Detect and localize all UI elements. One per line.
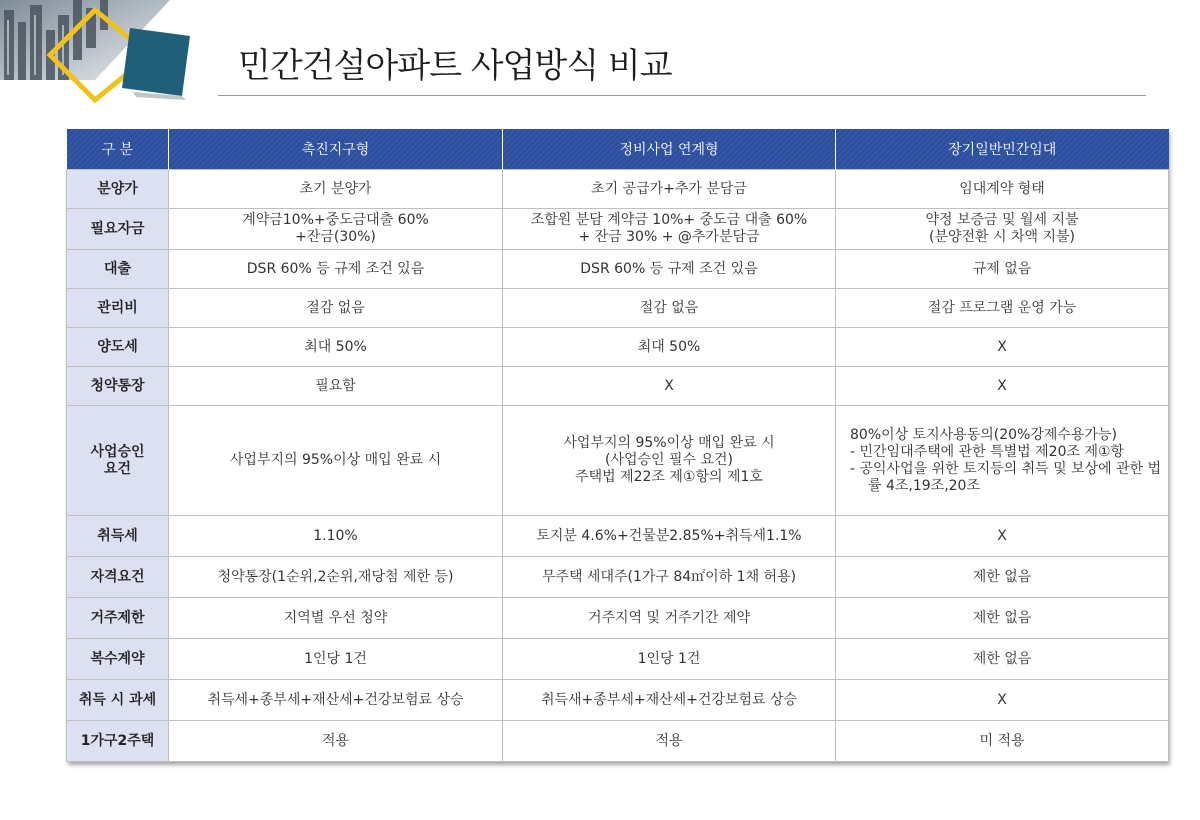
cell-c3 <box>836 367 1169 406</box>
header-type-redevelopment: 정비사업 연계형 <box>503 129 836 170</box>
cell-c1 <box>169 406 503 516</box>
cell-text: 사업부지의 95%이상 매입 완료 시 <box>563 435 775 451</box>
table-row <box>67 598 1169 639</box>
cell-text: 취득새+종부세+재산세+건강보험료 상승 <box>540 691 798 708</box>
cell-c2 <box>503 209 836 250</box>
cell-text: 토지분 4.6%+건물분2.85%+취득세1.1% <box>536 527 802 544</box>
cell-c1 <box>169 170 503 209</box>
header-type-rental: 장기일반민간임대 <box>836 129 1169 170</box>
cell-text: 최대 50% <box>304 338 367 355</box>
cell-text: 조합원 분담 계약금 10%+ 중도금 대출 60% <box>530 212 808 228</box>
cell-text: 절감 프로그램 운영 가능 <box>927 299 1077 316</box>
row-label <box>67 721 169 762</box>
cell-text: 절감 없음 <box>639 299 699 316</box>
row-label-text: 사업승인 <box>90 443 145 460</box>
cell-c3 <box>836 557 1169 598</box>
cell-text: DSR 60% 등 규제 조건 있음 <box>580 260 758 277</box>
cell-text: 사업부지의 95%이상 매입 완료 시 <box>229 452 442 468</box>
cell-text: 지역별 우선 청약 <box>283 609 388 626</box>
row-label <box>67 516 169 557</box>
row-label <box>67 639 169 680</box>
row-label-text: 복수계약 <box>90 650 145 667</box>
row-label-text: 요건 <box>103 460 132 477</box>
cell-c1 <box>169 680 503 721</box>
row-label-text: 취득 시 과세 <box>78 691 157 708</box>
row-label <box>67 250 169 289</box>
row-label-text: 대출 <box>103 260 132 277</box>
cell-c1 <box>169 209 503 250</box>
cell-c2 <box>503 367 836 406</box>
cell-text: 1.10% <box>313 527 358 544</box>
cell-c2 <box>503 516 836 557</box>
cell-text: X <box>997 691 1007 708</box>
cell-c3 <box>836 250 1169 289</box>
cell-text: 1인당 1건 <box>637 650 701 667</box>
row-label-text: 취득세 <box>97 527 138 544</box>
cell-text: 제한 없음 <box>972 609 1032 626</box>
cell-c2 <box>503 170 836 209</box>
cell-c2 <box>503 328 836 367</box>
cell-c1 <box>169 367 503 406</box>
table-row <box>67 250 1169 289</box>
cell-c2 <box>503 598 836 639</box>
table-row <box>67 328 1169 367</box>
cell-text: 계약금10%+중도금대출 60% <box>242 212 429 228</box>
cell-text: +잔금(30%) <box>295 229 376 245</box>
cell-text: 초기 공급가+추가 분담금 <box>591 180 747 197</box>
row-label-text: 양도세 <box>97 338 138 355</box>
cell-text: X <box>664 377 674 394</box>
cell-text: DSR 60% 등 규제 조건 있음 <box>246 260 425 277</box>
table-header-row <box>67 129 1169 170</box>
cell-text: 무주택 세대주(1가구 84㎡이하 1채 허용) <box>541 568 797 585</box>
cell-text: 주택법 제22조 제①항의 제1호 <box>575 469 763 485</box>
row-label <box>67 209 169 250</box>
table-row <box>67 516 1169 557</box>
cell-text: 최대 50% <box>637 338 701 355</box>
cell-c2 <box>503 557 836 598</box>
cell-text: 적용 <box>655 732 683 749</box>
table-row <box>67 406 1169 516</box>
cell-text: + 잔금 30% + @추가분담금 <box>578 229 760 245</box>
cell-text: 필요함 <box>315 377 356 394</box>
row-label <box>67 557 169 598</box>
header-category: 구 분 <box>67 129 169 170</box>
cell-c1 <box>169 328 503 367</box>
cell-text: 청약통장(1순위,2순위,재당첨 제한 등) <box>217 568 454 585</box>
cell-text: 절감 없음 <box>306 299 365 316</box>
cell-text: 취득세+종부세+재산세+건강보험료 상승 <box>207 691 464 708</box>
cell-c1 <box>169 289 503 328</box>
cell-c3 <box>836 328 1169 367</box>
city-emblem-icon <box>0 0 200 120</box>
cell-text: X <box>997 338 1007 355</box>
row-label <box>67 598 169 639</box>
cell-c2 <box>503 721 836 762</box>
cell-c3 <box>836 721 1169 762</box>
row-label <box>67 289 169 328</box>
row-label <box>67 328 169 367</box>
cell-c2 <box>503 639 836 680</box>
row-label <box>67 680 169 721</box>
comparison-table <box>66 129 1169 762</box>
cell-text: 거주지역 및 거주기간 제약 <box>587 609 751 626</box>
cell-c2 <box>503 406 836 516</box>
cell-c2 <box>503 250 836 289</box>
cell-text: X <box>997 377 1007 394</box>
row-label <box>67 170 169 209</box>
row-label-text: 자격요건 <box>90 568 145 585</box>
cell-c1 <box>169 557 503 598</box>
row-label-text: 1가구2주택 <box>80 732 155 749</box>
cell-c2 <box>503 289 836 328</box>
cell-text: 적용 <box>321 732 350 749</box>
cell-text: 약정 보증금 및 월세 지불 <box>925 212 1079 228</box>
cell-c3 <box>836 598 1169 639</box>
header-type-promotion: 촉진지구형 <box>169 129 503 170</box>
comparison-table-container <box>66 129 1168 762</box>
cell-c1 <box>169 721 503 762</box>
table-row <box>67 170 1169 209</box>
cell-text: 80%이상 토지사용동의(20%강제수용가능) <box>850 426 1117 443</box>
table-row <box>67 289 1169 328</box>
row-label-text: 분양가 <box>97 180 138 197</box>
row-label <box>67 367 169 406</box>
cell-c2 <box>503 680 836 721</box>
cell-text: 1인당 1건 <box>304 650 367 667</box>
cell-c3 <box>836 516 1169 557</box>
table-row <box>67 721 1169 762</box>
cell-c3 <box>836 170 1169 209</box>
row-label-text: 필요자금 <box>90 220 145 237</box>
cell-text: 제한 없음 <box>972 650 1032 667</box>
cell-text: 초기 분양가 <box>299 180 372 197</box>
cell-c3 <box>836 639 1169 680</box>
table-row <box>67 367 1169 406</box>
cell-text: 미 적용 <box>979 732 1025 749</box>
cell-text: 임대계약 형태 <box>959 180 1045 197</box>
cell-c3 <box>836 209 1169 250</box>
table-row <box>67 639 1169 680</box>
table-row <box>67 557 1169 598</box>
cell-c3 <box>836 406 1169 516</box>
cell-text: (사업승인 필수 요건) <box>604 452 734 468</box>
page-title: 민간건설아파트 사업방식 비교 <box>238 46 672 86</box>
cell-c1 <box>169 598 503 639</box>
cell-text: 제한 없음 <box>972 568 1032 585</box>
cell-c1 <box>169 516 503 557</box>
cell-text: (분양전환 시 차액 지불) <box>929 229 1075 245</box>
title-divider <box>218 95 1146 96</box>
cell-c3 <box>836 680 1169 721</box>
row-label <box>67 406 169 516</box>
cell-text: X <box>997 527 1007 544</box>
row-label-text: 청약통장 <box>90 377 145 394</box>
cell-c3 <box>836 289 1169 328</box>
table-row <box>67 209 1169 250</box>
cell-text: 규제 없음 <box>972 260 1032 277</box>
cell-c1 <box>169 639 503 680</box>
cell-text: - 민간임대주택에 관한 특별법 제20조 제①항 <box>850 443 1125 460</box>
table-row <box>67 680 1169 721</box>
row-label-text: 거주제한 <box>90 609 145 626</box>
cell-c1 <box>169 250 503 289</box>
cell-text: - 공익사업을 위한 토지등의 취득 및 보상에 관한 법률 4조,19조,20조 <box>850 460 1162 494</box>
row-label-text: 관리비 <box>97 299 138 316</box>
